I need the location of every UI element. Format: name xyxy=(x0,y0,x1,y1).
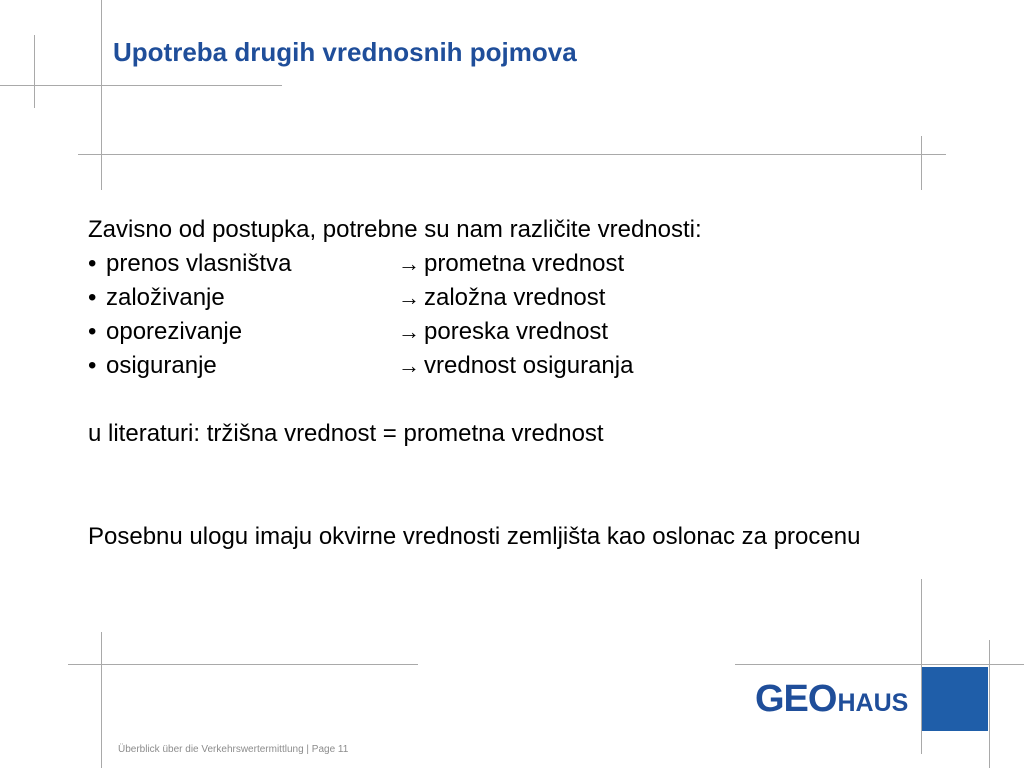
bullet-value: prometna vrednost xyxy=(424,250,625,277)
list-item xyxy=(88,247,624,281)
grid-line-v-top-right xyxy=(921,136,922,190)
bullet-value: založna vrednost xyxy=(424,284,606,311)
bullet-value: poreska vrednost xyxy=(424,318,609,345)
footer-text: Überblick über die Verkehrswertermittlung | Page 11 xyxy=(118,744,349,755)
grid-line-h-bottom-right xyxy=(735,664,1024,665)
bullet-term: osiguranje xyxy=(106,352,217,379)
arrow-right-icon: → xyxy=(398,285,420,310)
arrow-right-icon: → xyxy=(398,319,420,344)
list-item xyxy=(88,315,608,349)
grid-line-v-bottom-left xyxy=(101,632,102,768)
bullet-icon: • xyxy=(88,284,97,311)
slide-title: Upotreba drugih vrednosnih pojmova xyxy=(113,37,577,67)
list-item xyxy=(88,349,633,383)
brand-square xyxy=(922,667,988,731)
bullet-icon: • xyxy=(88,352,97,379)
arrow-right-icon: → xyxy=(398,251,420,276)
bullet-term: založivanje xyxy=(106,284,225,311)
bullet-icon: • xyxy=(88,250,97,277)
geohaus-logo xyxy=(755,678,908,722)
intro-text: Zavisno od postupka, potrebne su nam različite vrednosti: xyxy=(88,216,702,243)
bullet-value: vrednost osiguranja xyxy=(424,352,634,379)
grid-line-h-title-underline xyxy=(78,154,946,155)
grid-line-v-top xyxy=(101,0,102,190)
grid-line-v-top-left xyxy=(34,35,35,108)
grid-line-h-bottom-left xyxy=(68,664,418,665)
bullet-icon: • xyxy=(88,318,97,345)
closing-text: Posebnu ulogu imaju okvirne vrednosti zemljišta kao oslonac za procenu xyxy=(88,523,861,550)
grid-line-v-bottom-right-2 xyxy=(989,640,990,768)
literature-note: u literaturi: tržišna vrednost = prometna vrednost xyxy=(88,420,604,447)
bullet-term: oporezivanje xyxy=(106,318,243,345)
grid-line-h-top-short xyxy=(0,85,282,86)
bullet-term: prenos vlasništva xyxy=(106,250,292,277)
arrow-right-icon: → xyxy=(398,353,420,378)
list-item xyxy=(88,281,605,315)
logo-main-text: GEO xyxy=(755,678,837,720)
logo-sub-text: HAUS xyxy=(837,689,909,717)
